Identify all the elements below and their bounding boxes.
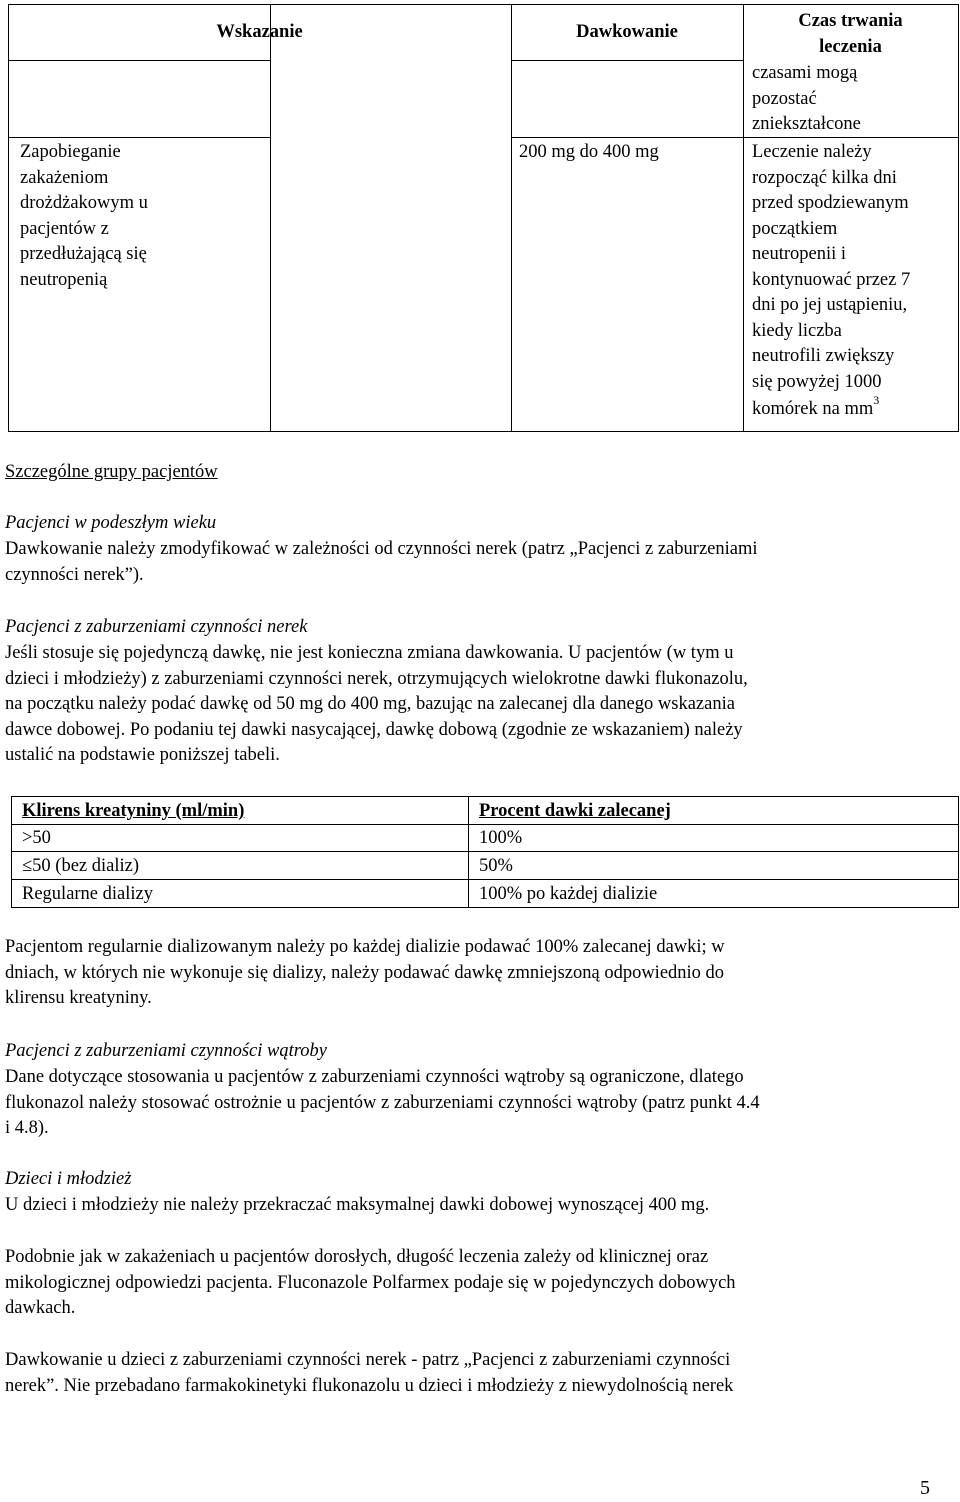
treatment-duration-text (5, 1245, 920, 1322)
text-line: mikologicznej odpowiedzi pacjenta. Fluconazole Polfarmex podaje się w pojedynczych dobowych (5, 1272, 736, 1293)
hepatic-text (5, 1065, 920, 1142)
text-line: ustalić na podstawie poniższej tabeli. (5, 745, 280, 765)
text-line: przed spodziewanym (752, 193, 909, 213)
header-duration: Czas trwania leczenia (798, 11, 903, 57)
text-line: pozostać (752, 88, 817, 109)
text-line: pacjentów z (20, 218, 109, 239)
text-line: Dawkowanie u dzieci z zaburzeniami czynności nerek - patrz „Pacjenci z zaburzeniami czynności (5, 1350, 731, 1370)
renal-text (5, 641, 920, 769)
text-line: Podobnie jak w zakażeniach u pacjentów dorosłych, długość leczenia zależy od klinicznej oraz (5, 1247, 709, 1267)
text-line: klirensu kreatyniny. (5, 988, 152, 1008)
text-line: dni po jej ustąpieniu, (752, 295, 908, 315)
duration-cell (752, 140, 957, 424)
text-line: flukonazol należy stosować ostrożnie u pacjentów z zaburzeniami czynności wątroby (patrz punkt 4.4 (5, 1092, 760, 1113)
text-line: czasami mogą (752, 63, 858, 83)
text-line: czynności nerek”). (5, 564, 144, 585)
table-row (11, 880, 959, 908)
text-line: kontynuować przez 7 (752, 269, 911, 290)
children-title: Dzieci i młodzież (5, 1169, 132, 1189)
text-line: Zapobieganie (20, 142, 121, 162)
text-line: rozpocząć kilka dni (752, 167, 897, 188)
table-cell: ≤50 (bez dializ) (12, 852, 469, 880)
text-line: i 4.8). (5, 1118, 49, 1138)
table-row (11, 852, 959, 880)
text-line: Dane dotyczące stosowania u pacjentów z zaburzeniami czynności wątroby są ograniczone, dlatego (5, 1067, 744, 1087)
text-line: dniach, w których nie wykonuje się dializy, należy podawać dawkę zmniejszoną odpowiednio do (5, 962, 725, 983)
dosage-table (8, 4, 959, 432)
children-text (5, 1193, 920, 1219)
special-groups-heading: Szczególne grupy pacjentów (5, 462, 218, 482)
indication-cell (20, 140, 265, 293)
text-line: zakażeniom (20, 167, 109, 188)
elderly-text (5, 537, 920, 588)
table-cell: Regularne dializy (12, 880, 469, 908)
table-header-row (11, 796, 959, 825)
table-cell: 100% po każdej dializie (479, 884, 658, 904)
hepatic-title: Pacjenci z zaburzeniami czynności wątroby (5, 1041, 327, 1061)
header-dosage: Dawkowanie (576, 22, 678, 42)
duration-continued (752, 61, 957, 138)
text-line: na początku należy podać dawkę od 50 mg do 400 mg, bazując na zalecanej dla danego wskazania (5, 694, 735, 714)
text-line: nerek”. Nie przebadano farmakokinetyki flukonazolu u dzieci i młodzieży z niewydolnością nerek (5, 1375, 734, 1396)
dosage-cell: 200 mg do 400 mg (519, 142, 659, 162)
text-line: dzieci i młodzieży) z zaburzeniami czynności nerek, otrzymujących wielokrotne dawki flukonazolu, (5, 668, 748, 689)
text-line: początkiem (752, 218, 838, 239)
text-line: neutropenią (20, 269, 108, 290)
unit-text: komórek na mm (752, 399, 874, 419)
dialysis-text (5, 935, 920, 1012)
header-percent (469, 797, 959, 825)
superscript: 3 (873, 393, 880, 407)
header-percent-text: Procent dawki zalecanej (479, 801, 671, 821)
text-line: neutropenii i (752, 244, 847, 264)
renal-title: Pacjenci z zaburzeniami czynności nerek (5, 617, 308, 637)
text-line: zniekształcone (752, 114, 861, 134)
table-cell: >50 (12, 824, 469, 852)
text-line: kiedy liczba (752, 320, 842, 341)
table-cell: 50% (479, 856, 513, 876)
text-line (752, 393, 957, 424)
elderly-title: Pacjenci w podeszłym wieku (5, 513, 217, 533)
text-line: Pacjentom regularnie dializowanym należy po każdej dializie podawać 100% zalecanej dawki; w (5, 937, 725, 957)
text-line: neutrofili zwiększy (752, 346, 895, 366)
children-renal-text (5, 1348, 920, 1399)
text-line: Leczenie należy (752, 142, 872, 162)
header-clearance: Klirens kreatyniny (ml/min) (12, 797, 469, 825)
text-line: U dzieci i młodzieży nie należy przekraczać maksymalnej dawki dobowej wynoszącej 400 mg. (5, 1195, 710, 1215)
text-line: się powyżej 1000 (752, 371, 882, 392)
clearance-table (11, 796, 959, 908)
text-line: Jeśli stosuje się pojedynczą dawkę, nie jest konieczna zmiana dawkowania. U pacjentów (w tym u (5, 643, 734, 663)
text-line: przedłużającą się (20, 244, 147, 264)
header-indication: Wskazanie (216, 22, 303, 42)
table-cell: 100% (479, 828, 523, 848)
page-number: 5 (920, 1477, 930, 1499)
text-line: Dawkowanie należy zmodyfikować w zależności od czynności nerek (patrz „Pacjenci z zaburzeniami (5, 539, 758, 559)
text-line: dawkach. (5, 1298, 76, 1318)
text-line: dawce dobowej. Po podaniu tej dawki nasycającej, dawkę dobową (zgodnie ze wskazaniem) należy (5, 719, 743, 740)
text-line: drożdżakowym u (20, 193, 148, 213)
table-row (11, 824, 959, 852)
